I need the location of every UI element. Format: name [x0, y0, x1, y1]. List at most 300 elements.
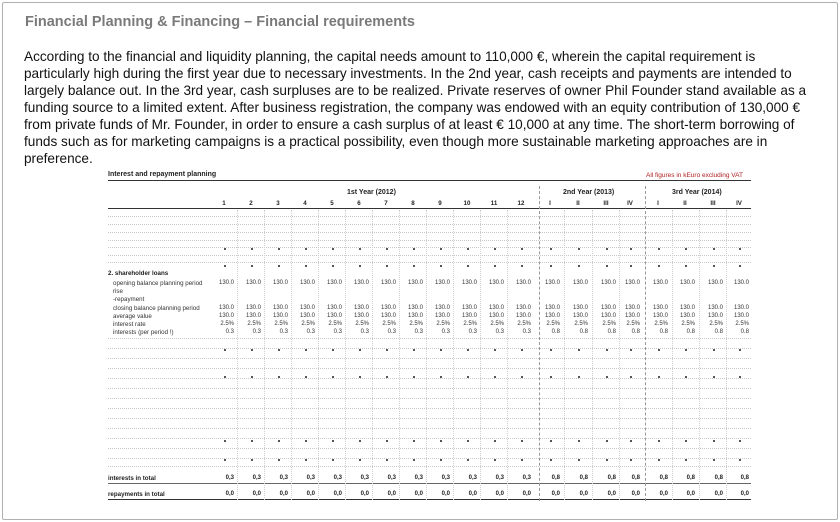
cell-rate: 2.5% — [546, 321, 560, 327]
cell-opening: 130.0 — [600, 280, 616, 286]
empty-cell-marker — [332, 459, 334, 461]
empty-cell-marker — [278, 376, 280, 378]
cell-total-repayments: 0,0 — [495, 491, 504, 497]
empty-cell-marker — [359, 248, 361, 250]
column-header: I — [549, 200, 551, 207]
cell-total-repayments: 0,0 — [659, 491, 668, 497]
cell-interests: 0.8 — [740, 329, 749, 335]
cell-closing: 130.0 — [652, 305, 668, 311]
empty-cell-marker — [739, 459, 741, 461]
cell-opening: 130.0 — [407, 280, 423, 286]
empty-cell-marker — [685, 349, 687, 351]
column-header: 1 — [222, 200, 226, 207]
grid-col — [318, 210, 319, 500]
empty-cell-marker — [494, 440, 496, 442]
empty-cell-marker — [606, 376, 608, 378]
cell-interests: 0.3 — [387, 329, 396, 335]
cell-opening: 130.0 — [733, 280, 749, 286]
cell-total-repayments: 0,0 — [306, 491, 315, 497]
empty-cell-marker — [305, 440, 307, 442]
cell-opening: 130.0 — [434, 280, 450, 286]
cell-opening: 130.0 — [218, 280, 234, 286]
empty-cell-marker — [739, 265, 741, 267]
grid-row — [108, 408, 751, 409]
grid-col — [507, 210, 508, 500]
cell-rate: 2.5% — [382, 321, 396, 327]
empty-cell-marker — [251, 440, 253, 442]
empty-cell-marker — [713, 459, 715, 461]
grid-row — [108, 240, 751, 241]
cell-rate: 2.5% — [574, 321, 588, 327]
row-label-interests: interests (per period !) — [113, 329, 174, 336]
cell-opening: 130.0 — [380, 280, 396, 286]
grid-col — [264, 210, 265, 500]
column-header: 8 — [411, 200, 415, 207]
cell-closing: 130.0 — [707, 305, 723, 311]
empty-cell-marker — [606, 248, 608, 250]
empty-cell-marker — [359, 349, 361, 351]
cell-rate: 2.5% — [247, 321, 261, 327]
grid-col — [619, 210, 620, 500]
empty-cell-marker — [305, 376, 307, 378]
cell-opening: 130.0 — [624, 280, 640, 286]
cell-total-repayments: 0,0 — [252, 491, 261, 497]
empty-cell-marker — [413, 349, 415, 351]
empty-cell-marker — [251, 248, 253, 250]
cell-closing: 130.0 — [299, 305, 315, 311]
row-label-average: average value — [113, 313, 152, 320]
empty-cell-marker — [630, 349, 632, 351]
column-header: 6 — [357, 200, 361, 207]
empty-cell-marker — [305, 248, 307, 250]
column-header: IV — [736, 200, 742, 207]
cell-average: 130.0 — [515, 313, 531, 319]
cell-total-repayments: 0,0 — [522, 491, 531, 497]
empty-cell-marker — [305, 459, 307, 461]
empty-cell-marker — [305, 349, 307, 351]
empty-cell-marker — [251, 265, 253, 267]
empty-cell-marker — [359, 440, 361, 442]
grid-col — [399, 210, 400, 500]
empty-cell-marker — [685, 248, 687, 250]
cell-total-interests: 0,3 — [306, 475, 315, 481]
grid-col — [237, 210, 238, 500]
cell-closing: 130.0 — [245, 305, 261, 311]
empty-cell-marker — [713, 265, 715, 267]
cell-closing: 130.0 — [272, 305, 288, 311]
empty-cell-marker — [332, 440, 334, 442]
cell-total-repayments: 0,0 — [607, 491, 616, 497]
grid-row — [108, 448, 751, 449]
empty-cell-marker — [739, 248, 741, 250]
cell-total-repayments: 0,0 — [441, 491, 450, 497]
cell-average: 130.0 — [572, 313, 588, 319]
empty-cell-marker — [224, 349, 226, 351]
row-label-closing: closing balance planning period — [113, 305, 200, 312]
empty-cell-marker — [440, 248, 442, 250]
empty-cell-marker — [578, 265, 580, 267]
empty-cell-marker — [251, 349, 253, 351]
cell-rate: 2.5% — [735, 321, 749, 327]
year-header-3: 3rd Year (2014) — [672, 189, 722, 196]
empty-cell-marker — [467, 248, 469, 250]
cell-opening: 130.0 — [353, 280, 369, 286]
year-header-2: 2nd Year (2013) — [563, 189, 615, 196]
cell-interests: 0.3 — [360, 329, 369, 335]
cell-total-repayments: 0,0 — [579, 491, 588, 497]
grid-col — [372, 210, 373, 500]
grid-row — [108, 224, 751, 225]
empty-cell-marker — [413, 440, 415, 442]
empty-cell-marker — [467, 459, 469, 461]
cell-rate: 2.5% — [328, 321, 342, 327]
empty-cell-marker — [386, 349, 388, 351]
empty-cell-marker — [739, 440, 741, 442]
empty-cell-marker — [658, 459, 660, 461]
column-header: III — [603, 200, 609, 207]
rule-total-2 — [108, 499, 751, 500]
cell-average: 130.0 — [272, 313, 288, 319]
cell-opening: 130.0 — [572, 280, 588, 286]
empty-cell-marker — [606, 349, 608, 351]
row-label-rate: interest rate — [113, 321, 146, 328]
grid-col — [726, 210, 727, 500]
year-header-1: 1st Year (2012) — [347, 189, 396, 196]
empty-cell-marker — [494, 376, 496, 378]
grid-row — [108, 388, 751, 389]
grid-row — [108, 418, 751, 419]
column-header: II — [683, 200, 687, 207]
cell-average: 130.0 — [299, 313, 315, 319]
cell-rate: 2.5% — [709, 321, 723, 327]
empty-cell-marker — [386, 376, 388, 378]
cell-total-interests: 0,3 — [468, 475, 477, 481]
cell-total-interests: 0,8 — [579, 475, 588, 481]
cell-interests: 0.8 — [607, 329, 616, 335]
grid-row — [108, 247, 751, 248]
empty-cell-marker — [467, 440, 469, 442]
grid-row — [108, 338, 751, 339]
cell-opening: 130.0 — [488, 280, 504, 286]
grid-col — [426, 210, 427, 500]
grid-row — [108, 358, 751, 359]
column-header: 4 — [303, 200, 307, 207]
empty-cell-marker — [606, 265, 608, 267]
cell-total-interests: 0,3 — [414, 475, 423, 481]
column-header: II — [576, 200, 580, 207]
cell-interests: 0.8 — [714, 329, 723, 335]
empty-cell-marker — [494, 349, 496, 351]
empty-cell-marker — [630, 440, 632, 442]
cell-total-interests: 0,8 — [740, 475, 749, 481]
cell-total-repayments: 0,0 — [414, 491, 423, 497]
grid-col — [564, 210, 565, 500]
cell-rate: 2.5% — [274, 321, 288, 327]
empty-cell-marker — [278, 459, 280, 461]
empty-cell-marker — [630, 459, 632, 461]
cell-interests: 0.3 — [252, 329, 261, 335]
cell-total-repayments: 0,0 — [631, 491, 640, 497]
rule-header — [108, 208, 751, 209]
empty-cell-marker — [224, 376, 226, 378]
cell-closing: 130.0 — [353, 305, 369, 311]
empty-cell-marker — [606, 440, 608, 442]
grid-row — [108, 438, 751, 439]
grid-row — [108, 428, 751, 429]
empty-cell-marker — [713, 248, 715, 250]
empty-cell-marker — [359, 459, 361, 461]
section-label: 2. shareholder loans — [108, 270, 169, 277]
cell-opening: 130.0 — [272, 280, 288, 286]
cell-average: 130.0 — [679, 313, 695, 319]
cell-interests: 0.3 — [306, 329, 315, 335]
cell-closing: 130.0 — [218, 305, 234, 311]
cell-interests: 0.3 — [495, 329, 504, 335]
empty-cell-marker — [521, 459, 523, 461]
cell-total-repayments: 0,0 — [225, 491, 234, 497]
grid-col — [345, 210, 346, 500]
cell-average: 130.0 — [353, 313, 369, 319]
cell-opening: 130.0 — [679, 280, 695, 286]
grid-row — [108, 262, 751, 263]
cell-closing: 130.0 — [515, 305, 531, 311]
empty-cell-marker — [305, 265, 307, 267]
cell-interests: 0.8 — [659, 329, 668, 335]
cell-closing: 130.0 — [733, 305, 749, 311]
page-title: Financial Planning & Financing – Financial requirements — [25, 14, 415, 30]
cell-interests: 0.8 — [631, 329, 640, 335]
empty-cell-marker — [739, 349, 741, 351]
grid-col — [672, 210, 673, 500]
empty-cell-marker — [494, 248, 496, 250]
cell-opening: 130.0 — [299, 280, 315, 286]
cell-total-interests: 0,3 — [495, 475, 504, 481]
cell-interests: 0.3 — [333, 329, 342, 335]
cell-total-interests: 0,3 — [360, 475, 369, 481]
empty-cell-marker — [578, 459, 580, 461]
column-header: 12 — [517, 200, 525, 207]
empty-cell-marker — [251, 459, 253, 461]
cell-closing: 130.0 — [326, 305, 342, 311]
empty-cell-marker — [658, 349, 660, 351]
column-header: 9 — [438, 200, 442, 207]
cell-interests: 0.3 — [279, 329, 288, 335]
cell-opening: 130.0 — [515, 280, 531, 286]
cell-total-repayments: 0,0 — [551, 491, 560, 497]
empty-cell-marker — [386, 440, 388, 442]
empty-cell-marker — [332, 248, 334, 250]
empty-cell-marker — [494, 265, 496, 267]
section-divider — [539, 186, 540, 501]
empty-cell-marker — [658, 265, 660, 267]
cell-total-repayments: 0,0 — [387, 491, 396, 497]
cell-interests: 0.8 — [579, 329, 588, 335]
empty-cell-marker — [658, 248, 660, 250]
cell-average: 130.0 — [407, 313, 423, 319]
cell-opening: 130.0 — [544, 280, 560, 286]
cell-rate: 2.5% — [463, 321, 477, 327]
cell-total-interests: 0,3 — [279, 475, 288, 481]
empty-cell-marker — [413, 248, 415, 250]
cell-closing: 130.0 — [488, 305, 504, 311]
cell-closing: 130.0 — [572, 305, 588, 311]
empty-cell-marker — [685, 440, 687, 442]
cell-average: 130.0 — [600, 313, 616, 319]
empty-cell-marker — [550, 459, 552, 461]
body-paragraph: According to the financial and liquidity planning, the capital needs amount to 110,000 €, wherein the capital requirement is particularly high during the first year due to necessary investments. In the 2nd year, cash receipts and payments are intended to largely balance out. In the 3rd year, cash surpluses are to be realized. Private reserves of owner Phil Founder stand available as a funding source to a limited extent. After business registration, the company was endowed with an equity contribution of 130,000 € from private funds of Mr. Founder, in order to ensure a cash surplus of at least € 10,000 at any time. The short-term borrowing of funds such as for marketing campaigns is a practical possibility, even though more sustainable marketing approaches are in preference. — [24, 49, 807, 166]
grid-row — [108, 232, 751, 233]
column-header: 2 — [249, 200, 253, 207]
cell-total-interests: 0,8 — [551, 475, 560, 481]
empty-cell-marker — [685, 265, 687, 267]
empty-cell-marker — [332, 265, 334, 267]
empty-cell-marker — [685, 376, 687, 378]
empty-cell-marker — [386, 265, 388, 267]
cell-closing: 130.0 — [624, 305, 640, 311]
grid-col — [291, 210, 292, 500]
cell-total-interests: 0,3 — [387, 475, 396, 481]
grid-row — [108, 378, 751, 379]
grid-row — [108, 255, 751, 256]
column-header: I — [657, 200, 659, 207]
empty-cell-marker — [224, 265, 226, 267]
cell-total-interests: 0,3 — [522, 475, 531, 481]
grid-col — [453, 210, 454, 500]
column-header: 10 — [463, 200, 471, 207]
empty-cell-marker — [494, 459, 496, 461]
cell-total-interests: 0,3 — [441, 475, 450, 481]
cell-rate: 2.5% — [436, 321, 450, 327]
cell-rate: 2.5% — [517, 321, 531, 327]
grid-col — [592, 210, 593, 500]
cell-average: 130.0 — [218, 313, 234, 319]
total-interests-label: interests in total — [108, 475, 156, 482]
cell-total-repayments: 0,0 — [740, 491, 749, 497]
rule-total-1 — [108, 483, 751, 484]
cell-total-repayments: 0,0 — [686, 491, 695, 497]
empty-cell-marker — [386, 248, 388, 250]
cell-interests: 0.8 — [551, 329, 560, 335]
cell-average: 130.0 — [380, 313, 396, 319]
empty-cell-marker — [467, 376, 469, 378]
cell-closing: 130.0 — [434, 305, 450, 311]
empty-cell-marker — [224, 459, 226, 461]
cell-total-interests: 0,8 — [686, 475, 695, 481]
empty-cell-marker — [550, 248, 552, 250]
grid-row — [108, 458, 751, 459]
empty-cell-marker — [630, 248, 632, 250]
empty-cell-marker — [440, 440, 442, 442]
empty-cell-marker — [278, 265, 280, 267]
cell-opening: 130.0 — [461, 280, 477, 286]
empty-cell-marker — [658, 440, 660, 442]
empty-cell-marker — [630, 376, 632, 378]
cell-average: 130.0 — [544, 313, 560, 319]
cell-average: 130.0 — [707, 313, 723, 319]
cell-interests: 0.3 — [522, 329, 531, 335]
empty-cell-marker — [467, 265, 469, 267]
empty-cell-marker — [713, 440, 715, 442]
cell-total-repayments: 0,0 — [279, 491, 288, 497]
empty-cell-marker — [332, 349, 334, 351]
empty-cell-marker — [359, 265, 361, 267]
cell-average: 130.0 — [652, 313, 668, 319]
cell-closing: 130.0 — [544, 305, 560, 311]
column-header: III — [710, 200, 716, 207]
cell-closing: 130.0 — [380, 305, 396, 311]
cell-rate: 2.5% — [654, 321, 668, 327]
table-note: All figures in kEuro excluding VAT — [646, 172, 743, 179]
empty-cell-marker — [251, 376, 253, 378]
cell-rate: 2.5% — [681, 321, 695, 327]
cell-rate: 2.5% — [220, 321, 234, 327]
empty-cell-marker — [550, 265, 552, 267]
cell-rate: 2.5% — [409, 321, 423, 327]
cell-interests: 0.3 — [225, 329, 234, 335]
empty-cell-marker — [278, 248, 280, 250]
cell-average: 130.0 — [488, 313, 504, 319]
cell-opening: 130.0 — [707, 280, 723, 286]
grid-row — [108, 466, 751, 467]
column-header: 5 — [330, 200, 334, 207]
cell-total-interests: 0,8 — [659, 475, 668, 481]
empty-cell-marker — [440, 349, 442, 351]
empty-cell-marker — [578, 349, 580, 351]
empty-cell-marker — [550, 440, 552, 442]
grid-col — [480, 210, 481, 500]
cell-total-interests: 0,8 — [607, 475, 616, 481]
cell-interests: 0.3 — [468, 329, 477, 335]
cell-total-interests: 0,8 — [631, 475, 640, 481]
cell-closing: 130.0 — [600, 305, 616, 311]
cell-total-interests: 0,3 — [225, 475, 234, 481]
cell-total-interests: 0,8 — [714, 475, 723, 481]
cell-average: 130.0 — [624, 313, 640, 319]
cell-average: 130.0 — [461, 313, 477, 319]
empty-cell-marker — [521, 440, 523, 442]
empty-cell-marker — [630, 265, 632, 267]
empty-cell-marker — [440, 265, 442, 267]
empty-cell-marker — [467, 349, 469, 351]
row-label-opening: opening balance planning period — [113, 280, 203, 287]
cell-total-repayments: 0,0 — [714, 491, 723, 497]
cell-opening: 130.0 — [652, 280, 668, 286]
total-repayments-label: repayments in total — [108, 491, 165, 498]
empty-cell-marker — [713, 376, 715, 378]
empty-cell-marker — [606, 459, 608, 461]
cell-rate: 2.5% — [626, 321, 640, 327]
grid-row — [108, 216, 751, 217]
cell-total-interests: 0,3 — [252, 475, 261, 481]
empty-cell-marker — [521, 265, 523, 267]
empty-cell-marker — [278, 349, 280, 351]
grid-row — [108, 368, 751, 369]
cell-closing: 130.0 — [461, 305, 477, 311]
empty-cell-marker — [550, 376, 552, 378]
cell-interests: 0.3 — [414, 329, 423, 335]
cell-rate: 2.5% — [602, 321, 616, 327]
cell-interests: 0.3 — [441, 329, 450, 335]
empty-cell-marker — [521, 248, 523, 250]
empty-cell-marker — [413, 265, 415, 267]
cell-interests: 0.8 — [686, 329, 695, 335]
empty-cell-marker — [578, 248, 580, 250]
cell-rate: 2.5% — [355, 321, 369, 327]
empty-cell-marker — [578, 376, 580, 378]
cell-average: 130.0 — [733, 313, 749, 319]
empty-cell-marker — [278, 440, 280, 442]
empty-cell-marker — [658, 376, 660, 378]
